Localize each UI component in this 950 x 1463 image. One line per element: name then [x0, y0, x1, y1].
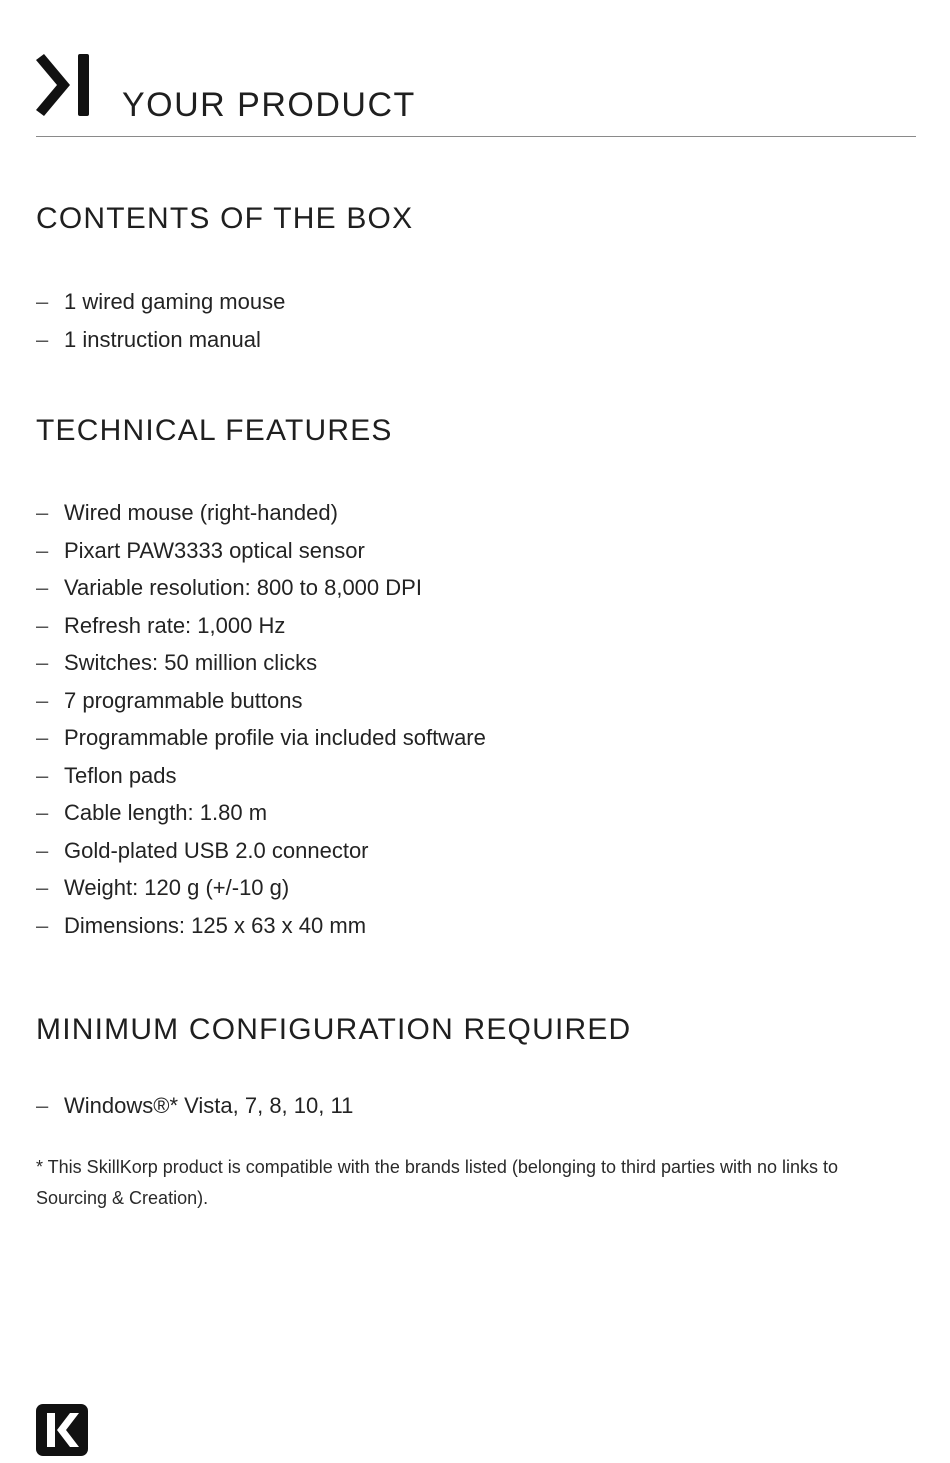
dash-marker: –	[36, 537, 49, 563]
section-title-technical: TECHNICAL FEATURES	[36, 414, 393, 447]
configuration-list	[36, 1087, 353, 1125]
list-item: – Dimensions: 125 x 63 x 40 mm	[36, 907, 486, 945]
dash-marker: –	[36, 326, 49, 352]
list-item: – Refresh rate: 1,000 Hz	[36, 607, 486, 645]
list-item: – Wired mouse (right-handed)	[36, 494, 486, 532]
list-item: – Teflon pads	[36, 757, 486, 795]
list-item: – Variable resolution: 800 to 8,000 DPI	[36, 569, 486, 607]
list-item: – 1 instruction manual	[36, 321, 285, 359]
dash-marker: –	[36, 800, 49, 825]
list-item: – Cable length: 1.80 m	[36, 794, 486, 832]
dash-marker: –	[36, 1093, 49, 1118]
dash-marker: –	[36, 875, 49, 900]
list-item: – Windows®* Vista, 7, 8, 10, 11	[36, 1087, 353, 1125]
section-title-configuration: MINIMUM CONFIGURATION REQUIRED	[36, 1013, 632, 1046]
dash-marker: –	[36, 612, 49, 638]
list-item: – Switches: 50 million clicks	[36, 644, 486, 682]
list-item: – 1 wired gaming mouse	[36, 283, 285, 321]
skillkorp-k-icon	[36, 1404, 88, 1456]
dash-marker: –	[36, 912, 49, 938]
dash-marker: –	[36, 650, 49, 675]
list-item: – 7 programmable buttons	[36, 682, 486, 720]
contents-list	[36, 283, 285, 358]
brand-chevron-bar-icon	[36, 54, 92, 116]
dash-marker: –	[36, 687, 49, 713]
dash-marker: –	[36, 575, 49, 600]
compatibility-footnote: * This SkillKorp product is compatible with the brands listed (belonging to third parties with no links to Sourcing & Creation).	[36, 1157, 839, 1208]
dash-marker: –	[36, 500, 49, 525]
page-header	[36, 54, 916, 137]
dash-marker: –	[36, 725, 49, 750]
dash-marker: –	[36, 837, 49, 863]
dash-marker: –	[36, 762, 49, 788]
list-item: – Pixart PAW3333 optical sensor	[36, 532, 486, 570]
page-title: YOUR PRODUCT	[122, 86, 416, 124]
technical-features-list	[36, 494, 486, 944]
dash-marker: –	[36, 289, 49, 314]
list-item: – Programmable profile via included software	[36, 719, 486, 757]
list-item: – Gold-plated USB 2.0 connector	[36, 832, 486, 870]
list-item: – Weight: 120 g (+/-10 g)	[36, 869, 486, 907]
section-title-contents: CONTENTS OF THE BOX	[36, 202, 414, 235]
